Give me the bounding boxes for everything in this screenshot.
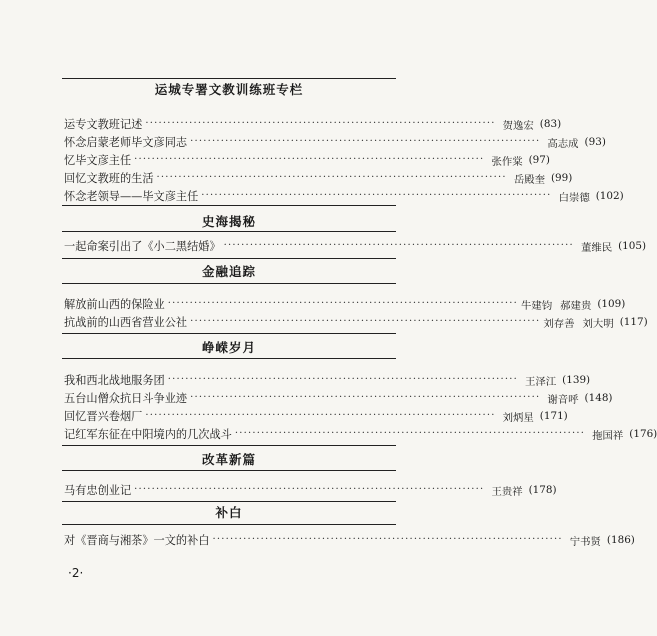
entry-page-number: (109): [597, 298, 626, 310]
entry-page-number: (178): [528, 484, 557, 496]
toc-entry: [64, 170, 573, 186]
leader-dots: ················································································: [234, 428, 586, 439]
entry-page-number: (93): [584, 136, 606, 148]
entry-title: 抗战前的山西省营业公社: [64, 316, 188, 329]
toc-entry: [64, 314, 648, 330]
entry-title: 怀念启蒙老师毕文彦同志: [64, 136, 188, 149]
entry-coauthor: 牛建钧: [521, 299, 553, 312]
entry-author: 白崇德: [558, 191, 590, 204]
entry-author: 刘炳星: [502, 411, 534, 424]
entry-page-number: (97): [528, 154, 550, 166]
entry-title: 回忆文教班的生活: [64, 172, 154, 185]
leader-dots: ················································································: [167, 298, 518, 309]
leader-dots: ················································································: [223, 240, 574, 251]
entry-title: 忆毕文彦主任: [64, 154, 132, 167]
entry-author: 宁书贤: [569, 535, 601, 548]
entry-author: 谢音呼: [547, 393, 579, 406]
entry-title: 怀念老领导——毕文彦主任: [64, 190, 199, 203]
entry-author: 拖国祥: [592, 429, 624, 442]
entry-author: 贺逸宏: [502, 119, 534, 132]
entry-coauthor: 刘存善: [543, 317, 575, 330]
section-rule: [62, 358, 396, 359]
section-rule: [62, 524, 396, 525]
entry-title: 运专文教班记述: [64, 118, 143, 131]
toc-entry: [64, 134, 606, 150]
entry-title: 回忆晋兴卷烟厂: [64, 410, 143, 423]
toc-entry: [64, 390, 613, 406]
section-rule: [62, 205, 396, 206]
section-title: 史海揭秘: [201, 214, 256, 229]
entry-page-number: (99): [550, 172, 573, 184]
entry-title: 马有忠创业记: [64, 484, 132, 497]
leader-dots: ················································································: [145, 118, 496, 129]
entry-page-number: (139): [562, 374, 591, 386]
entry-author: 张作棠: [491, 155, 523, 168]
section-title: 金融追踪: [201, 264, 256, 279]
entry-author: 王贵祥: [491, 485, 523, 498]
section-rule: [62, 231, 396, 232]
leader-dots: ················································································: [145, 410, 496, 421]
entry-author: 董维民: [580, 241, 613, 254]
entry-page-number: (83): [539, 118, 562, 130]
entry-title: 一起命案引出了《小二黑结婚》: [64, 240, 221, 253]
entry-title: 解放前山西的保险业: [64, 298, 165, 311]
entry-author: 刘大明: [582, 317, 614, 330]
leader-dots: ················································································: [190, 136, 541, 147]
leader-dots: ················································································: [190, 392, 541, 403]
leader-dots: ················································································: [190, 316, 541, 327]
toc-entry: [64, 532, 635, 548]
entry-page-number: (186): [606, 534, 635, 546]
entry-title: 五台山僧众抗日斗争业迹: [64, 392, 188, 405]
toc-entry: [64, 238, 647, 254]
entry-title: 记红军东征在中阳境内的几次战斗: [64, 428, 232, 441]
toc-entry: [64, 116, 562, 132]
toc-entry: [64, 408, 568, 424]
entry-author: 高志成: [547, 137, 579, 150]
entry-page-number: (105): [618, 240, 647, 252]
section-title: 运城专署文教训练班专栏: [154, 82, 304, 97]
entry-author: 郝建贵: [560, 299, 592, 312]
entry-page-number: (176): [629, 428, 657, 440]
section-rule: [62, 445, 396, 446]
section-title: 改革新篇: [201, 452, 256, 467]
entry-page-number: (171): [539, 410, 568, 422]
entry-page-number: (148): [584, 392, 613, 404]
entry-author: 岳殿奎: [513, 173, 545, 186]
entry-title: 对《晋商与湘茶》一文的补白: [64, 534, 210, 547]
page-number-footer: ·2·: [68, 566, 84, 580]
section-rule: [62, 501, 396, 502]
leader-dots: ················································································: [167, 374, 518, 385]
leader-dots: ················································································: [156, 172, 507, 183]
leader-dots: ················································································: [212, 534, 563, 545]
section-title: 补白: [215, 505, 243, 520]
section-rule: [62, 258, 396, 259]
section-rule: [62, 283, 396, 284]
toc-entry: [64, 296, 626, 312]
leader-dots: ················································································: [134, 484, 485, 495]
entry-author: 王泽江: [525, 375, 557, 388]
entry-page-number: (102): [595, 190, 624, 202]
section-rule: [62, 78, 396, 79]
toc-entry: [64, 152, 550, 168]
entry-title: 我和西北战地服务团: [64, 374, 165, 387]
toc-entry: [64, 372, 591, 388]
section-rule: [62, 333, 396, 334]
section-title: 峥嵘岁月: [201, 340, 256, 355]
toc-entry: [64, 426, 657, 442]
leader-dots: ················································································: [134, 154, 485, 165]
toc-entry: [64, 482, 557, 498]
leader-dots: ················································································: [201, 190, 552, 201]
section-rule: [62, 470, 396, 471]
entry-page-number: (117): [619, 316, 648, 328]
toc-entry: [64, 188, 624, 204]
